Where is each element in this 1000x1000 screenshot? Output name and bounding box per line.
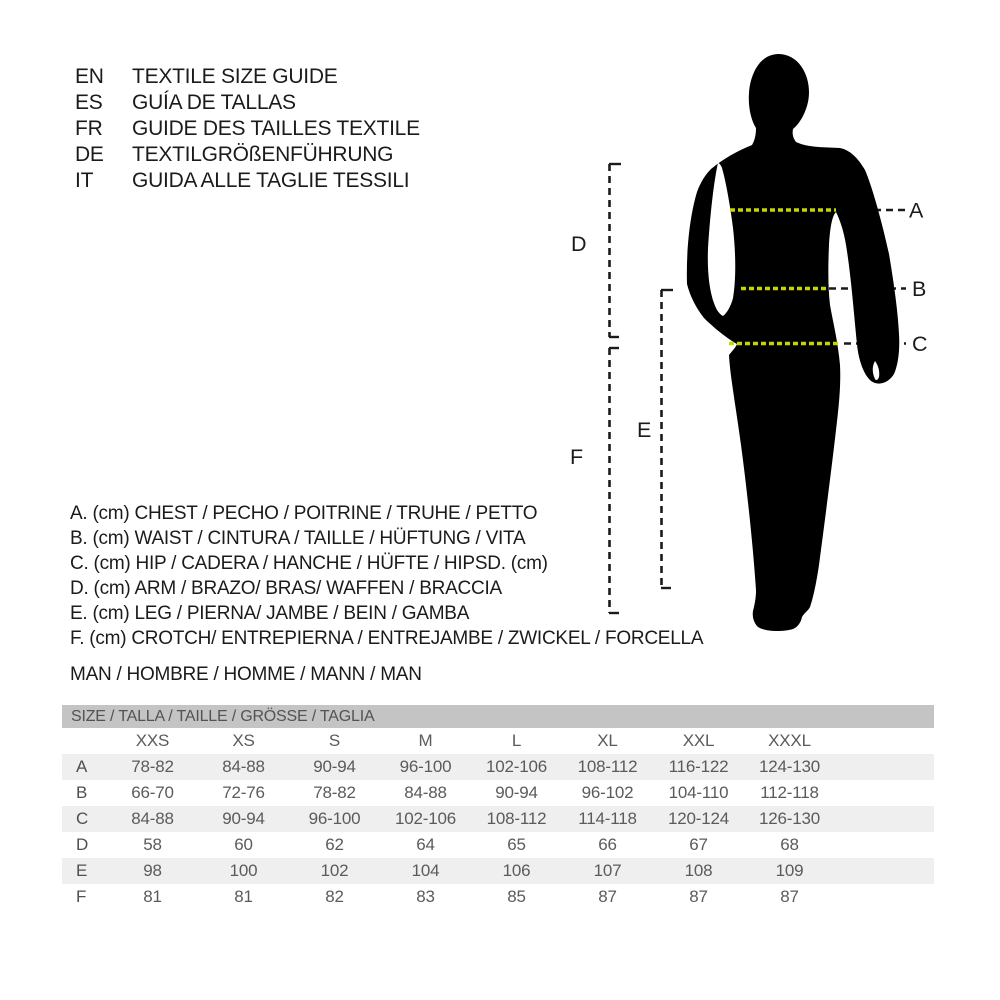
- legend-line-crotch: F. (cm) CROTCH/ ENTREPIERNA / ENTREJAMBE / ZWICKEL / FORCELLA: [70, 628, 704, 649]
- size-cell: 96-100: [308, 809, 361, 828]
- size-cell: 82: [325, 887, 344, 906]
- language-row: [75, 116, 420, 142]
- language-title: GUÍA DE TALLAS: [132, 91, 296, 114]
- legend-line-leg: E. (cm) LEG / PIERNA/ JAMBE / BEIN / GAMBA: [70, 603, 470, 624]
- table-row: [62, 858, 934, 884]
- size-cell: 85: [507, 887, 526, 906]
- size-cell: 87: [689, 887, 708, 906]
- language-row: [75, 168, 420, 194]
- row-label: E: [76, 861, 88, 880]
- size-cell: 100: [229, 861, 258, 880]
- table-row: [62, 754, 934, 780]
- size-header-cell: XXL: [682, 731, 715, 750]
- row-label: A: [76, 757, 88, 776]
- size-cell: 67: [689, 835, 708, 854]
- legend-line-arm: D. (cm) ARM / BRAZO/ BRAS/ WAFFEN / BRACCIA: [70, 578, 502, 599]
- size-cell: 90-94: [222, 809, 265, 828]
- row-label: C: [76, 809, 89, 828]
- size-cell: 60: [234, 835, 253, 854]
- size-cell: 104: [411, 861, 440, 880]
- language-row: [75, 64, 420, 90]
- size-cell: 66-70: [131, 783, 174, 802]
- size-header-cell: L: [511, 731, 522, 750]
- size-table-title-bar: SIZE / TALLA / TAILLE / GRÖSSE / TAGLIA: [62, 705, 934, 728]
- size-header-cell: M: [418, 731, 433, 750]
- size-cell: 81: [234, 887, 253, 906]
- language-code: IT: [75, 169, 94, 192]
- size-table-grid: [62, 728, 934, 910]
- size-table: [62, 705, 934, 910]
- size-cell: 68: [780, 835, 799, 854]
- size-cell: 84-88: [404, 783, 447, 802]
- size-cell: 108-112: [577, 757, 638, 776]
- size-cell: 90-94: [313, 757, 356, 776]
- size-cell: 84-88: [222, 757, 265, 776]
- size-cell: 124-130: [759, 757, 820, 776]
- size-cell: 112-118: [760, 783, 819, 802]
- language-title-block: [75, 64, 420, 194]
- size-cell: 98: [143, 861, 162, 880]
- size-cell: 78-82: [313, 783, 356, 802]
- size-cell: 83: [416, 887, 435, 906]
- size-cell: 65: [507, 835, 526, 854]
- language-code: EN: [75, 65, 104, 88]
- table-row: [62, 884, 934, 910]
- size-cell: 102: [320, 861, 349, 880]
- measure-label-leg: E: [637, 418, 652, 442]
- size-cell: 109: [775, 861, 804, 880]
- size-cell: 64: [416, 835, 435, 854]
- size-header-cell: S: [328, 731, 341, 750]
- size-cell: 96-102: [581, 783, 634, 802]
- size-cell: 126-130: [759, 809, 820, 828]
- size-cell: 107: [593, 861, 622, 880]
- table-row: [62, 780, 934, 806]
- size-cell: 87: [780, 887, 799, 906]
- size-header-cell: XS: [232, 731, 255, 750]
- measure-legend: [70, 501, 703, 651]
- row-label: D: [76, 835, 89, 854]
- filler-cell: [835, 754, 934, 780]
- measure-label-waist: B: [912, 277, 927, 301]
- size-cell: 58: [143, 835, 162, 854]
- language-title: GUIDA ALLE TAGLIE TESSILI: [132, 169, 410, 192]
- size-cell: 90-94: [495, 783, 538, 802]
- table-row: [62, 806, 934, 832]
- language-row: [75, 90, 420, 116]
- size-cell: 84-88: [131, 809, 174, 828]
- size-cell: 62: [325, 835, 344, 854]
- size-cell: 108-112: [486, 809, 547, 828]
- filler-cell: [835, 728, 934, 754]
- size-cell: 66: [598, 835, 617, 854]
- legend-line-chest: A. (cm) CHEST / PECHO / POITRINE / TRUHE / PETTO: [70, 503, 538, 524]
- row-label: F: [76, 887, 87, 906]
- size-cell: 96-100: [399, 757, 452, 776]
- legend-line-hip: C. (cm) HIP / CADERA / HANCHE / HÜFTE / HIPSD. (cm): [70, 553, 548, 574]
- measure-label-arm: D: [571, 232, 587, 256]
- measure-label-hip: C: [912, 332, 928, 356]
- filler-cell: [835, 832, 934, 858]
- language-title: GUIDE DES TAILLES TEXTILE: [132, 117, 420, 140]
- size-cell: 108: [684, 861, 713, 880]
- language-title: TEXTILGRÖßENFÜHRUNG: [132, 143, 394, 166]
- filler-cell: [835, 780, 934, 806]
- filler-cell: [835, 806, 934, 832]
- table-row: [62, 832, 934, 858]
- measure-label-chest: A: [909, 198, 924, 223]
- language-code: DE: [75, 143, 104, 166]
- language-code: FR: [75, 117, 103, 140]
- measure-label-crotch: F: [570, 445, 584, 469]
- size-cell: 78-82: [131, 757, 174, 776]
- size-cell: 72-76: [222, 783, 265, 802]
- size-cell: 106: [502, 861, 531, 880]
- size-cell: 116-122: [668, 757, 729, 776]
- language-code: ES: [75, 91, 103, 114]
- size-cell: 102-106: [486, 757, 547, 776]
- size-header-row: [62, 728, 934, 754]
- size-cell: 104-110: [668, 783, 729, 802]
- size-cell: 102-106: [395, 809, 456, 828]
- language-row: [75, 142, 420, 168]
- filler-cell: [835, 858, 934, 884]
- category-man-line: MAN / HOMBRE / HOMME / MANN / MAN: [70, 664, 422, 685]
- filler-cell: [835, 884, 934, 910]
- row-label: B: [76, 783, 88, 802]
- size-cell: 87: [598, 887, 617, 906]
- size-header-cell: XXS: [135, 731, 170, 750]
- language-title: TEXTILE SIZE GUIDE: [132, 65, 338, 88]
- size-cell: 81: [143, 887, 162, 906]
- size-header-cell: [62, 728, 107, 754]
- size-header-cell: XXXL: [768, 731, 811, 750]
- size-header-cell: XL: [597, 731, 618, 750]
- size-cell: 120-124: [668, 809, 729, 828]
- legend-line-waist: B. (cm) WAIST / CINTURA / TAILLE / HÜFTUNG / VITA: [70, 528, 526, 549]
- size-cell: 114-118: [578, 809, 637, 828]
